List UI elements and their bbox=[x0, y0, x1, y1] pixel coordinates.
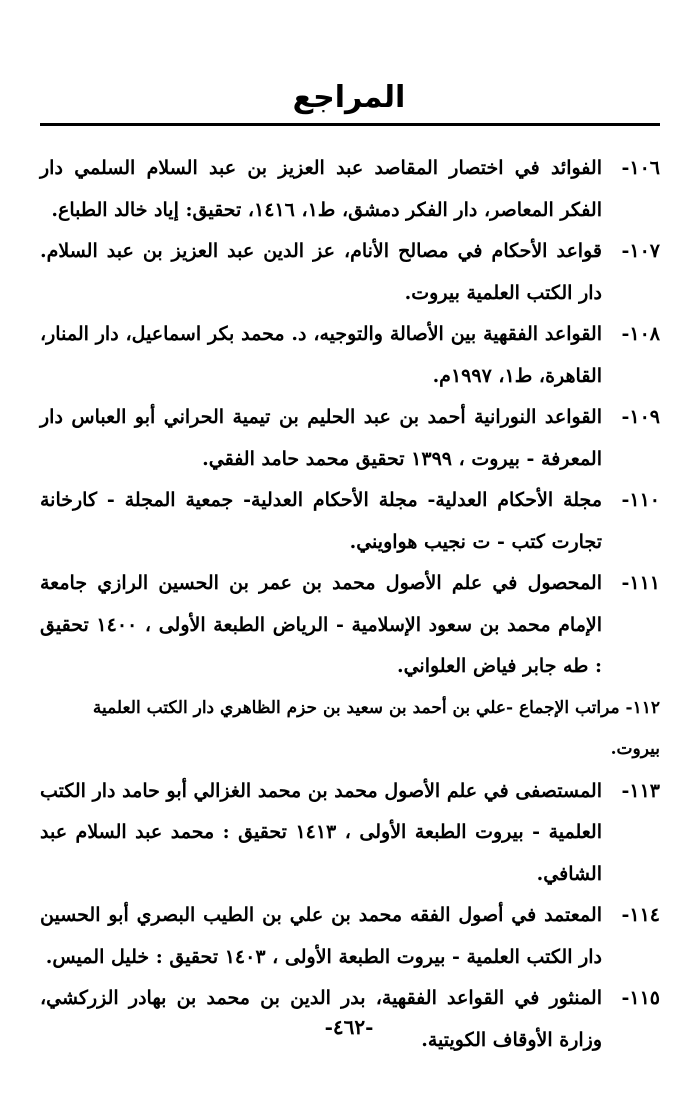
reference-entry-112 bbox=[40, 688, 660, 771]
reference-text: مجلة الأحكام العدلية- مجلة الأحكام العدلية- جمعية المجلة - كارخانة تجارت كتب - ت نجيب هواويني. bbox=[40, 489, 603, 553]
reference-text: مراتب الإجماع -علي بن أحمد بن سعيد بن حزم الظاهري دار الكتب العلمية بيروت. bbox=[92, 697, 660, 759]
header-divider bbox=[40, 123, 660, 126]
reference-text: القواعد النورانية أحمد بن عبد الحليم بن تيمية الحراني أبو العباس دار المعرفة - بيروت ، ١٣٩٩ تحقيق محمد حامد الفقي. bbox=[40, 406, 602, 470]
reference-entry-108 bbox=[40, 314, 660, 397]
reference-text: الفوائد في اختصار المقاصد عبد العزيز بن عبد السلام السلمي دار الفكر المعاصر، دار الفكر دمشق، ط١، ١٤١٦، تحقيق: إياد خالد الطباع. bbox=[40, 157, 602, 221]
reference-entry-113 bbox=[40, 771, 660, 896]
reference-number: ١١٤- bbox=[621, 904, 660, 926]
reference-entry-107 bbox=[40, 231, 660, 314]
reference-entry-110 bbox=[40, 480, 660, 563]
page-number: -٤٦٢- bbox=[324, 1015, 374, 1039]
reference-number: ١١٣- bbox=[621, 779, 660, 802]
reference-text: المستصفى في علم الأصول محمد بن محمد الغزالي أبو حامد دار الكتب العلمية - بيروت الطبعة الأولى ، ١٤١٣ تحقيق : محمد عبد السلام عبد الشافي. bbox=[40, 779, 602, 885]
reference-entry-109 bbox=[40, 397, 660, 480]
reference-entry-114 bbox=[40, 895, 660, 978]
reference-text: المنثور في القواعد الفقهية، بدر الدين بن محمد بن بهادر الزركشي، وزارة الأوقاف الكويتية. bbox=[40, 987, 602, 1051]
reference-number: ١١٥- bbox=[621, 987, 660, 1009]
reference-number: ١٠٨- bbox=[621, 323, 660, 345]
page-title: المراجع bbox=[292, 80, 406, 115]
reference-text: المعتمد في أصول الفقه محمد بن علي بن الطيب البصري أبو الحسين دار الكتب العلمية - بيروت الطبعة الأولى ، ١٤٠٣ تحقيق : خليل الميس. bbox=[40, 904, 602, 968]
reference-number: ١٠٧- bbox=[621, 240, 660, 262]
reference-number: ١٠٩- bbox=[621, 406, 660, 428]
reference-text: القواعد الفقهية بين الأصالة والتوجيه، د. محمد بكر اسماعيل، دار المنار، القاهرة، ط١، ١٩٩٧م. bbox=[40, 323, 602, 387]
reference-text: المحصول في علم الأصول محمد بن عمر بن الحسين الرازي جامعة الإمام محمد بن سعود الإسلامية - الرياض الطبعة الأولى ، ١٤٠٠ تحقيق : طه جابر فياض العلواني. bbox=[40, 572, 603, 677]
reference-number: ١١١- bbox=[621, 572, 660, 594]
reference-number: ١١٢- bbox=[625, 697, 660, 718]
reference-number: ١٠٦- bbox=[621, 157, 660, 179]
reference-number: ١١٠- bbox=[621, 489, 660, 511]
reference-text: قواعد الأحكام في مصالح الأنام، عز الدين عبد العزيز بن عبد السلام. دار الكتب العلمية بيروت. bbox=[40, 240, 602, 304]
references-list bbox=[40, 148, 660, 1061]
reference-entry-106 bbox=[40, 148, 660, 231]
reference-entry-111 bbox=[40, 563, 660, 688]
